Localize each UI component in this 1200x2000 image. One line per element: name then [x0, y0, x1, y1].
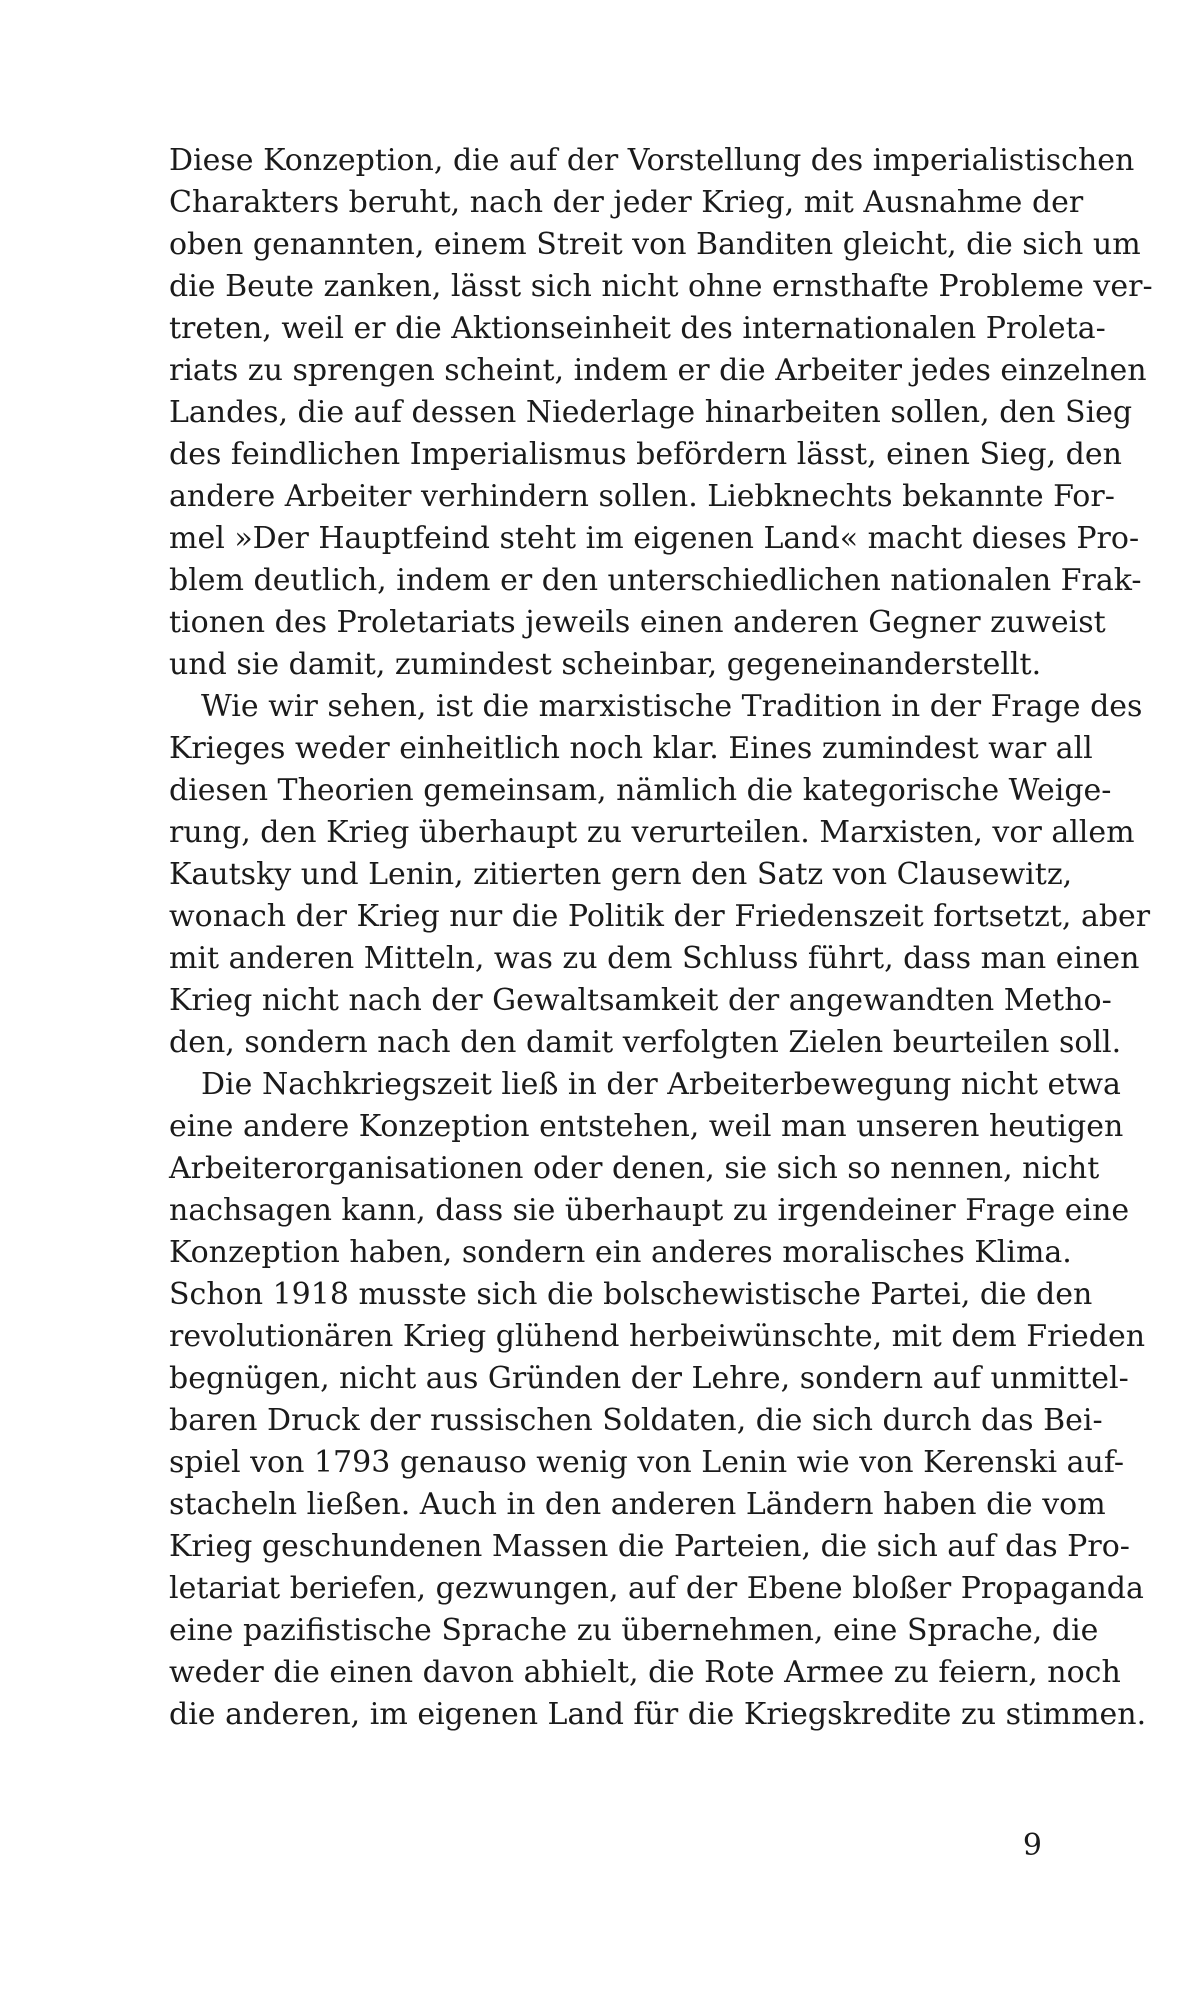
text-line: rung, den Krieg überhaupt zu verurteilen. Marxisten, vor allem [169, 815, 1135, 850]
text-line: weder die einen davon abhielt, die Rote Armee zu feiern, noch [169, 1655, 1121, 1690]
text-line: Wie wir sehen, ist die marxistische Tradition in der Frage des [201, 689, 1143, 724]
text-line: und sie damit, zumindest scheinbar, gegeneinanderstellt. [169, 647, 1042, 682]
text-line: treten, weil er die Aktionseinheit des internationalen Proleta- [169, 311, 1106, 346]
text-line: mit anderen Mitteln, was zu dem Schluss führt, dass man einen [169, 941, 1140, 976]
text-line: Schon 1918 musste sich die bolschewistische Partei, die den [169, 1277, 1093, 1312]
text-line: riats zu sprengen scheint, indem er die Arbeiter jedes einzelnen [169, 353, 1147, 388]
text-line: Landes, die auf dessen Niederlage hinarbeiten sollen, den Sieg [169, 395, 1133, 430]
text-line: oben genannten, einem Streit von Banditen gleicht, die sich um [169, 227, 1141, 262]
paragraph [169, 140, 1153, 686]
text-line: spiel von 1793 genauso wenig von Lenin wie von Kerenski auf- [169, 1445, 1125, 1480]
text-line: letariat beriefen, gezwungen, auf der Ebene bloßer Propaganda [169, 1571, 1144, 1606]
text-line: Kautsky und Lenin, zitierten gern den Satz von Clausewitz, [169, 857, 1073, 892]
text-line: Arbeiterorganisationen oder denen, sie sich so nennen, nicht [169, 1151, 1100, 1186]
text-line: Konzeption haben, sondern ein anderes moralisches Klima. [169, 1235, 1072, 1270]
text-line: Krieg geschundenen Massen die Parteien, die sich auf das Pro- [169, 1529, 1130, 1564]
body-text [169, 140, 1153, 1736]
text-line: baren Druck der russischen Soldaten, die sich durch das Bei- [169, 1403, 1103, 1438]
page-number: 9 [1022, 1828, 1042, 1863]
text-line: revolutionären Krieg glühend herbeiwünschte, mit dem Frieden [169, 1319, 1146, 1354]
text-line: eine pazifistische Sprache zu übernehmen, eine Sprache, die [169, 1613, 1099, 1648]
text-line: diesen Theorien gemeinsam, nämlich die kategorische Weige- [169, 773, 1112, 808]
text-line: stacheln ließen. Auch in den anderen Ländern haben die vom [169, 1487, 1106, 1522]
text-line: tionen des Proletariats jeweils einen anderen Gegner zuweist [169, 605, 1106, 640]
text-line: blem deutlich, indem er den unterschiedlichen nationalen Frak- [169, 563, 1142, 598]
text-line: begnügen, nicht aus Gründen der Lehre, sondern auf unmittel- [169, 1361, 1129, 1396]
text-line: andere Arbeiter verhindern sollen. Liebknechts bekannte For- [169, 479, 1115, 514]
text-line: wonach der Krieg nur die Politik der Friedenszeit fortsetzt, aber [169, 899, 1151, 934]
text-line: des feindlichen Imperialismus befördern lässt, einen Sieg, den [169, 437, 1122, 472]
text-line: die Beute zanken, lässt sich nicht ohne ernsthafte Probleme ver- [169, 269, 1153, 304]
paragraph [169, 686, 1151, 1064]
paragraph [169, 1064, 1147, 1736]
text-line: Krieg nicht nach der Gewaltsamkeit der angewandten Metho- [169, 983, 1112, 1018]
text-line: Krieges weder einheitlich noch klar. Eines zumindest war all [169, 731, 1093, 766]
text-line: mel »Der Hauptfeind steht im eigenen Land« macht dieses Pro- [169, 521, 1140, 556]
text-line: die anderen, im eigenen Land für die Kriegskredite zu stimmen. [169, 1697, 1147, 1732]
text-line: Die Nachkriegszeit ließ in der Arbeiterbewegung nicht etwa [201, 1067, 1121, 1102]
text-line: Charakters beruht, nach der jeder Krieg, mit Ausnahme der [169, 185, 1084, 220]
text-line: eine andere Konzeption entstehen, weil man unseren heutigen [169, 1109, 1124, 1144]
text-line: den, sondern nach den damit verfolgten Zielen beurteilen soll. [169, 1025, 1122, 1060]
text-line: nachsagen kann, dass sie überhaupt zu irgendeiner Frage eine [169, 1193, 1130, 1228]
text-line: Diese Konzeption, die auf der Vorstellung des imperialistischen [169, 143, 1135, 178]
